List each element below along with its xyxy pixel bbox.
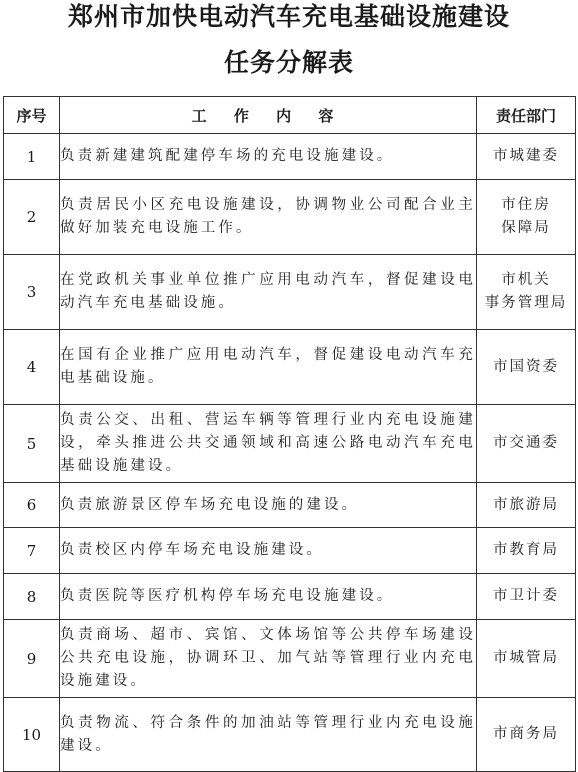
row-num: 3 — [4, 255, 60, 330]
document-subtitle: 任务分解表 — [223, 48, 354, 77]
row-dept — [477, 528, 576, 574]
row-content: 负责新建建筑配建停车场的充电设施建设。 — [60, 134, 477, 180]
row-content: 负责居民小区充电设施建设，协调物业公司配合业主做好加装充电设施工作。 — [60, 180, 477, 255]
row-dept-text: 市城管局 — [493, 650, 559, 666]
task-table — [3, 96, 576, 772]
row-dept — [477, 698, 576, 772]
row-content: 负责旅游景区停车场充电设施的建设。 — [60, 483, 477, 528]
row-dept-text: 市卫计委 — [493, 588, 559, 604]
row-dept — [477, 483, 576, 528]
row-num: 6 — [4, 483, 60, 528]
row-dept-text: 市机关 事务管理局 — [484, 272, 568, 311]
table-header-row — [4, 97, 576, 134]
table-row — [4, 574, 576, 620]
header-dept: 责任部门 — [477, 97, 576, 134]
row-dept-text: 市城建委 — [493, 148, 559, 164]
row-dept — [477, 134, 576, 180]
header-content: 工 作 内 容 — [60, 97, 477, 134]
table-row — [4, 180, 576, 255]
row-dept-text: 市商务局 — [493, 726, 559, 742]
row-content: 负责商场、超市、宾馆、文体场馆等公共停车场建设公共充电设施，协调环卫、加气站等管理行业内充电设施建设。 — [60, 620, 477, 698]
row-content: 在国有企业推广应用电动汽车，督促建设电动汽车充电基础设施。 — [60, 330, 477, 405]
header-num: 序号 — [4, 97, 60, 134]
table-row — [4, 698, 576, 772]
table-row — [4, 405, 576, 483]
row-num: 8 — [4, 574, 60, 620]
table-row — [4, 528, 576, 574]
table-row — [4, 255, 576, 330]
row-dept — [477, 405, 576, 483]
table-row — [4, 330, 576, 405]
row-dept-text: 市旅游局 — [493, 496, 559, 513]
row-num: 1 — [4, 134, 60, 180]
document-title: 郑州市加快电动汽车充电基础设施建设 — [67, 2, 510, 31]
row-dept — [477, 180, 576, 255]
table-row — [4, 483, 576, 528]
row-num: 10 — [4, 698, 60, 772]
row-dept — [477, 620, 576, 698]
row-content: 负责物流、符合条件的加油站等管理行业内充电设施建设。 — [60, 698, 477, 772]
row-dept — [477, 574, 576, 620]
row-num: 2 — [4, 180, 60, 255]
row-dept-text: 市国资委 — [493, 358, 559, 375]
row-content: 负责校区内停车场充电设施建设。 — [60, 528, 477, 574]
row-dept-text: 市住房 保障局 — [501, 197, 551, 236]
row-dept — [477, 255, 576, 330]
row-dept — [477, 330, 576, 405]
table-row — [4, 620, 576, 698]
row-num: 5 — [4, 405, 60, 483]
row-content: 在党政机关事业单位推广应用电动汽车，督促建设电动汽车充电基础设施。 — [60, 255, 477, 330]
row-num: 4 — [4, 330, 60, 405]
row-content: 负责公交、出租、营运车辆等管理行业内充电设施建设，牵头推进公共交通领域和高速公路电动汽车充电基础设施建设。 — [60, 405, 477, 483]
table-row — [4, 134, 576, 180]
row-content: 负责医院等医疗机构停车场充电设施建设。 — [60, 574, 477, 620]
row-dept-text: 市教育局 — [493, 542, 559, 558]
row-num: 7 — [4, 528, 60, 574]
row-num: 9 — [4, 620, 60, 698]
row-dept-text: 市交通委 — [493, 435, 559, 451]
